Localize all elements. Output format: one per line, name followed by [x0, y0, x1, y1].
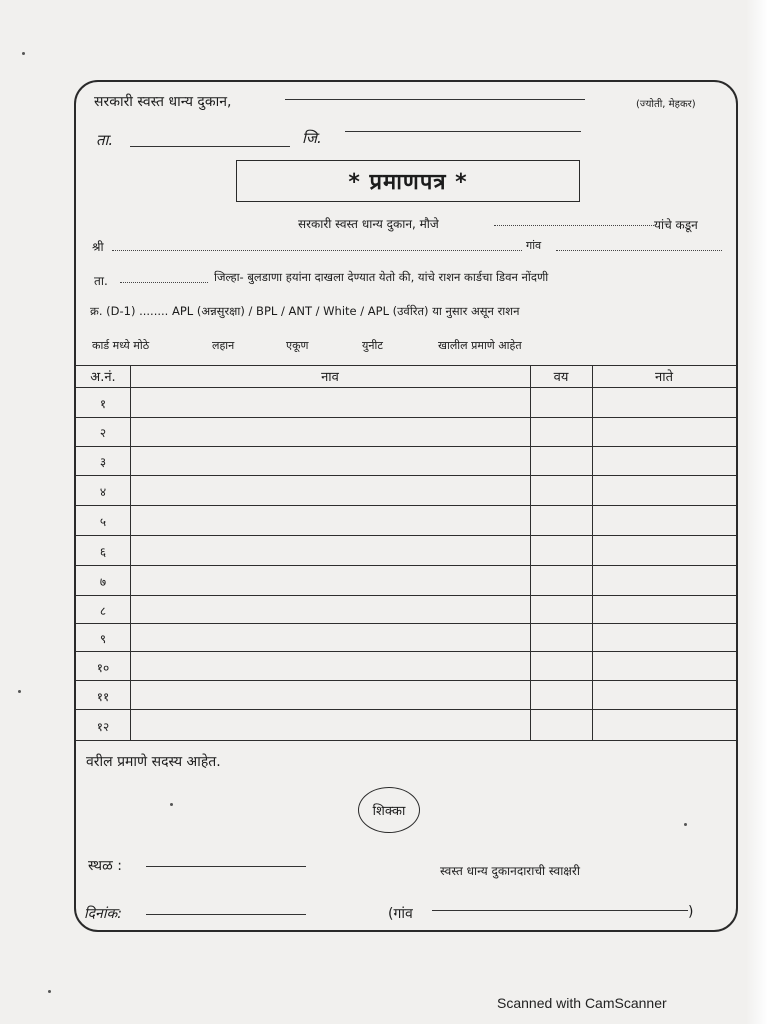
certificate-title: * प्रमाणपत्र * [236, 160, 580, 202]
table-column-divider [592, 365, 593, 741]
card-children-label: लहान [212, 339, 235, 352]
shop-line: सरकारी स्वस्त धान्य दुकान, [94, 94, 232, 110]
page-edge [746, 0, 768, 1024]
taluka-underline [130, 146, 290, 147]
village-dotted-line [556, 250, 722, 251]
district-label: जि. [302, 129, 322, 147]
header-relation: नाते [655, 370, 673, 385]
date-underline [146, 914, 306, 915]
header-age: वय [553, 370, 569, 385]
village-underline [432, 910, 688, 911]
card-unit-label: युनीट [362, 339, 383, 352]
members-note: वरील प्रमाणे सदस्य आहेत. [86, 754, 221, 770]
table-row-line [76, 709, 736, 710]
table-row-line [76, 680, 736, 681]
row-number: ९ [99, 632, 107, 646]
village-label: गांव [526, 239, 542, 252]
table-row-line [76, 446, 736, 447]
row-number: ११ [96, 690, 110, 704]
table-row-line [76, 565, 736, 566]
place-label: स्थळ : [88, 858, 122, 874]
row-number: ३ [99, 455, 107, 469]
intro-dotted-line [494, 225, 654, 226]
row-number: ४ [99, 485, 107, 499]
place-underline [146, 866, 306, 867]
intro-suffix: यांचे कडून [654, 218, 698, 232]
signature-label: स्वस्त धान्य दुकानदाराची स्वाक्षरी [440, 864, 580, 878]
row-number: १२ [96, 720, 110, 734]
header-serial: अ.नं. [90, 370, 116, 385]
top-right-note: (ज्योती, मेहकर) [636, 99, 696, 110]
village-paren-open: (गांव [388, 906, 413, 922]
camscanner-watermark: Scanned with CamScanner [497, 995, 667, 1011]
district-line: जिल्हा- बुलडाणा हयांना दाखला देण्यात येतो की, यांचे राशन कार्डचा डिवन नोंदणी [214, 270, 549, 284]
row-number: ७ [99, 575, 107, 589]
table-row-line [76, 651, 736, 652]
seal-stamp: शिक्का [358, 787, 420, 833]
category-line: क्र. (D-1) ........ APL (अन्नसुरक्षा) / BPL / ANT / White / APL (उर्वरित) या नुसार असून राशन [90, 304, 520, 318]
scan-speck [18, 690, 21, 693]
table-row-line [76, 535, 736, 536]
table-row-line [76, 623, 736, 624]
members-table [76, 365, 736, 741]
ta-dotted-line [120, 282, 208, 283]
table-row-line [76, 475, 736, 476]
village-paren-close: ) [688, 904, 694, 920]
table-top-line [76, 365, 736, 366]
table-row-line [76, 595, 736, 596]
taluka-label: ता. [96, 131, 114, 149]
date-label: दिनांक: [84, 906, 122, 922]
row-number: ८ [99, 604, 107, 618]
table-column-divider [530, 365, 531, 741]
scan-speck [170, 803, 173, 806]
shri-label: श्री [92, 240, 104, 254]
name-dotted-line [112, 250, 522, 251]
ta-label: ता. [94, 274, 108, 288]
card-total-label: एकूण [286, 339, 309, 352]
table-row-line [76, 417, 736, 418]
table-bottom-line [76, 740, 736, 741]
header-name: नाव [321, 370, 339, 385]
table-row-line [76, 505, 736, 506]
scan-speck [22, 52, 25, 55]
card-adults-label: कार्ड मध्ये मोठे [92, 339, 150, 352]
row-number: २ [99, 426, 107, 440]
intro-line: सरकारी स्वस्त धान्य दुकान, मौजे [298, 217, 439, 231]
scan-speck [48, 990, 51, 993]
row-number: १० [96, 661, 110, 675]
table-column-divider [130, 365, 131, 741]
table-header-line [76, 387, 736, 388]
district-underline [345, 131, 581, 132]
card-following-label: खालील प्रमाणे आहेत [438, 339, 522, 352]
row-number: ६ [99, 545, 107, 559]
scan-speck [684, 823, 687, 826]
row-number: ५ [99, 515, 107, 529]
shop-line-underline [285, 99, 585, 100]
row-number: १ [99, 397, 107, 411]
